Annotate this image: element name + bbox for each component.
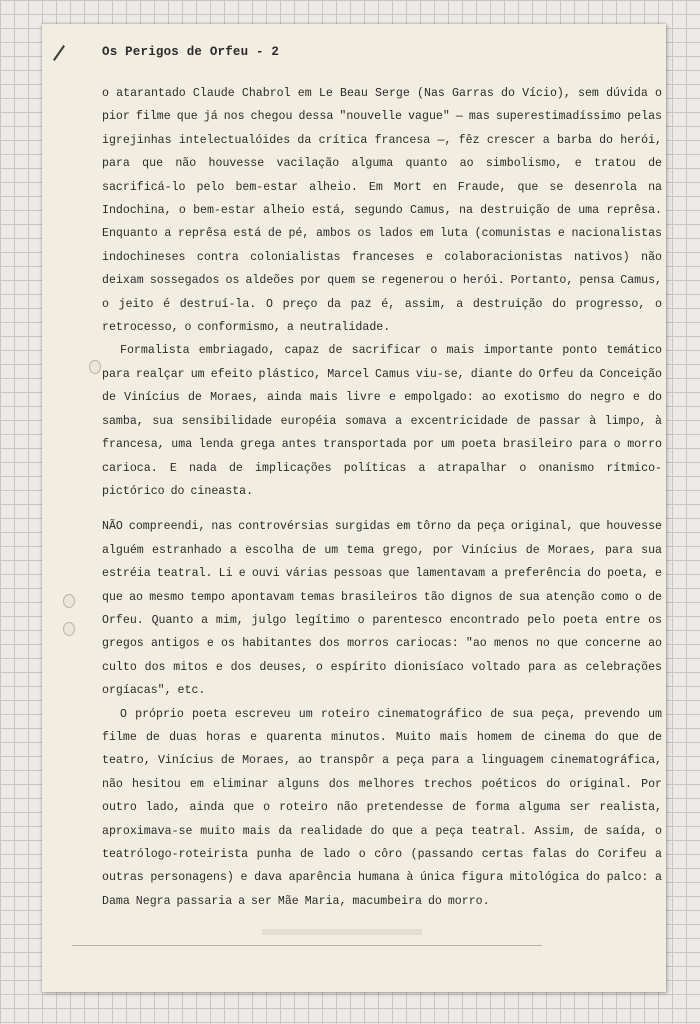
paragraph-4: O próprio poeta escreveu um roteiro cinematográfico de sua peça, prevendo um filme de duas horas e quarenta minutos. Muito mais homem de cinema do que de teatro, Vinícius de Moraes, ao transpôr a peça para a linguagem cinematográfica, não hesitou em eliminar alguns dos melhores trechos poéticos do original. Por outro lado, ainda que o roteiro não pretendesse de forma alguma ser realista, aproximava-se muito mais da realidade do que a peça teatral. Assim, de saída, o teatrólogo-roteirista punha de lado o côro (passando certas falas do Corifeu a outras personagens) e dava aparência humana à única figura mitológica do palco: a Dama Negra passaria a ser Mãe Maria, macumbeira do morro.	[102, 707, 662, 908]
bottom-rule	[72, 945, 542, 946]
paragraph-2: Formalista embriagado, capaz de sacrificar o mais importante ponto temático para realçar um efeito plástico, Marcel Camus viu-se, diante do Orfeu da Conceição de Vinícius de Moraes, ainda mais livre e empolgado: ao exotismo do negro e do samba, sua sensibilidade européia somava a excentricidade de passar à limpo, à francesa, uma lenda grega antes transportada por um poeta brasileiro para o morro carioca. E nada de implicações políticas a atrapalhar o onanismo rítmico-pictórico do cineasta.	[102, 344, 662, 498]
faint-show-through	[262, 929, 422, 935]
paragraph-3: NÃO compreendi, nas controvérsias surgidas em tôrno da peça original, que houvesse alguém estranhado a escolha de um tema grego, por Vinícius de Moraes, para sua estréia teatral. Li e ouvi várias pessoas que lamentavam a preferência do poeta, e que ao mesmo tempo apontavam temas brasileiros tão dignos de sua atenção como o de Orfeu. Quanto a mim, julgo legítimo o parentesco encontrado pelo poeta entre os gregos antigos e os habitantes dos morros cariocas: "ao menos no que concerne ao culto dos mitos e dos deuses, o espírito dionisíaco voltado para as celebrações orgíacas", etc.	[102, 520, 662, 698]
punch-hole-middle	[63, 594, 75, 608]
punch-hole-top	[89, 360, 101, 374]
typewritten-page	[42, 24, 666, 992]
punch-hole-bottom	[63, 622, 75, 636]
pencil-mark	[53, 45, 65, 61]
page-body	[102, 82, 662, 913]
paragraph-1: o atarantado Claude Chabrol em Le Beau Serge (Nas Garras do Vício), sem dúvida o pior filme que já nos chegou dessa "nouvelle vague" — mas superestimadíssimo pelas igrejinhas intelectualóides da crítica francesa —, fêz crescer a barba do herói, para que não houvesse vacilação alguma quanto ao simbolismo, e tratou de sacrificá-lo pelo bem-estar alheio. Em Mort en Fraude, que se desenrola na Indochina, o bem-estar alheio está, segundo Camus, na destruição de uma reprêsa. Enquanto a reprêsa está de pé, ambos os lados em luta (comunistas e nacionalistas indochineses contra colonialistas franceses e colaboracionistas nativos) não deixam sossegados os aldeões por quem se regenerou o herói. Portanto, pensa Camus, o jeito é destruí-la. O preço da paz é, assim, a destruição do progresso, o retrocesso, o conformismo, a neutralidade.	[102, 87, 662, 335]
page-header: Os Perigos de Orfeu - 2	[102, 45, 280, 59]
